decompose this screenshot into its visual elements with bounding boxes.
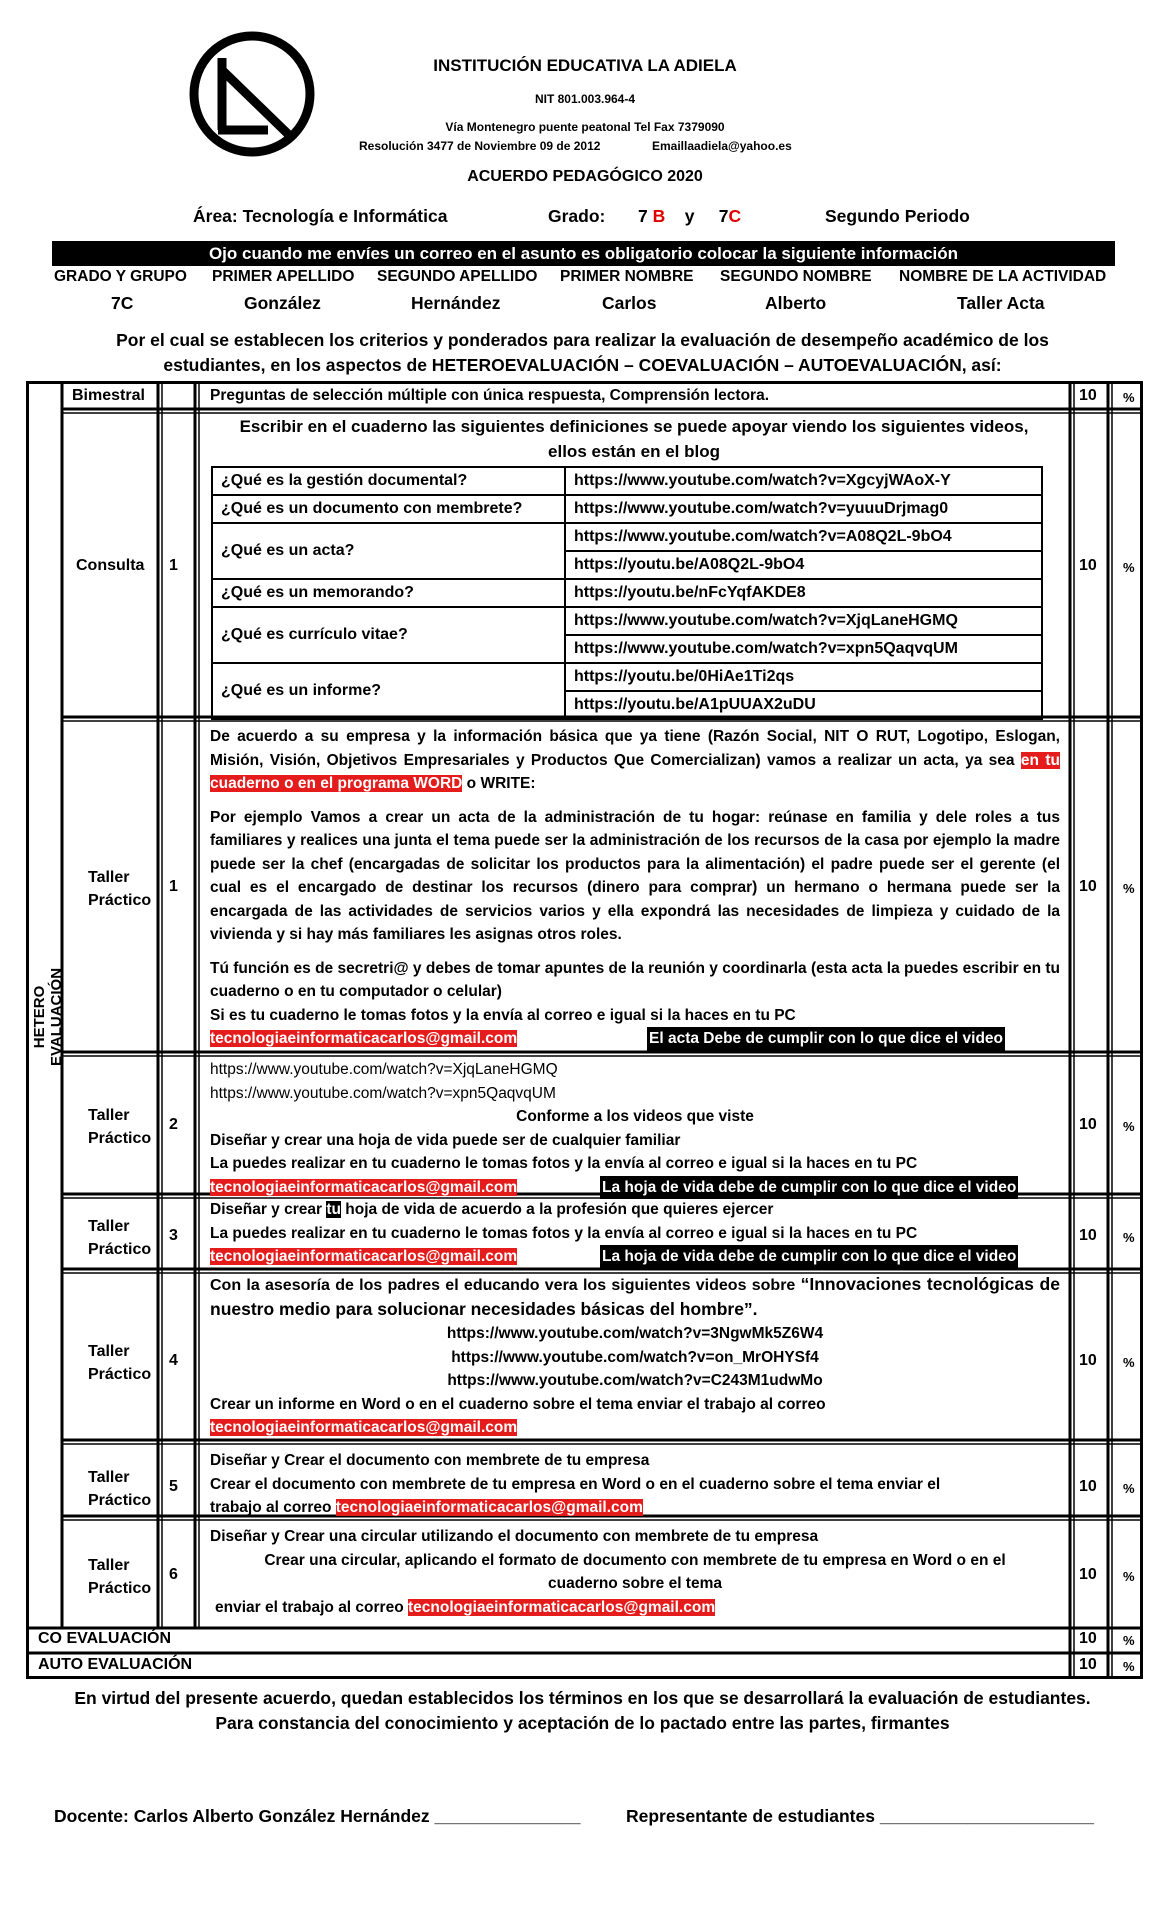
- taller-4-num: 4: [169, 1352, 178, 1369]
- taller-4-line-1: [210, 1273, 1060, 1322]
- taller-3-content: [210, 1198, 1060, 1268]
- info-value-segundo-nombre: Alberto: [765, 293, 827, 313]
- info-value-grado: 7C: [111, 293, 134, 313]
- taller-5-label: [88, 1466, 152, 1512]
- info-header-segundo-apellido: SEGUNDO APELLIDO: [377, 268, 538, 285]
- question-cell: ¿Qué es un documento con membrete?: [212, 495, 565, 523]
- taller-2-center: Conforme a los videos que viste: [516, 1108, 754, 1125]
- taller-6-line-2: Crear una circular, aplicando el formato de documento con membrete de tu empresa en Word o en el: [264, 1551, 1006, 1569]
- taller-2-line-1: Diseñar y crear una hoja de vida puede ser de cualquier familiar: [210, 1131, 681, 1149]
- taller-5-label-line-1: Taller: [88, 1469, 130, 1486]
- question-cell: ¿Qué es currículo vitae?: [212, 607, 565, 663]
- taller-4-link-2[interactable]: https://www.youtube.com/watch?v=on_MrOHYSf4: [451, 1348, 819, 1366]
- closing-line-1: En virtud del presente acuerdo, quedan establecidos los términos en los que se desarrollará la evaluación de estudiantes.: [74, 1688, 1091, 1708]
- taller-6-label-line-1: Taller: [88, 1557, 130, 1574]
- taller-1-para-1-end: o WRITE:: [462, 775, 536, 792]
- taller-1-para-1: [210, 725, 1060, 796]
- taller-1-content: [210, 725, 1060, 1050]
- email-notice-bar: Ojo cuando me envíes un correo en el asunto es obligatorio colocar la siguiente información: [52, 241, 1115, 266]
- info-header-grado: GRADO Y GRUPO: [54, 268, 187, 285]
- taller-4-line-1-text: Con la asesoría de los padres el educando vera los siguientes videos sobre: [210, 1277, 796, 1294]
- taller-1-pct: %: [1123, 881, 1135, 896]
- taller-5-num: 5: [169, 1478, 178, 1495]
- taller-3-label: [88, 1215, 152, 1261]
- taller-3-email[interactable]: tecnologiaeinformaticacarlos@gmail.com: [210, 1248, 518, 1265]
- taller-6-line-3: cuaderno sobre el tema: [547, 1575, 722, 1592]
- taller-4-label-line-1: Taller: [88, 1343, 130, 1360]
- taller-1-score: 10: [1079, 878, 1097, 895]
- info-header-segundo-nombre: SEGUNDO NOMBRE: [720, 268, 872, 285]
- taller-5-email[interactable]: tecnologiaeinformaticacarlos@gmail.com: [335, 1499, 643, 1516]
- taller-6-label: [88, 1554, 152, 1600]
- taller-4-link-1[interactable]: https://www.youtube.com/watch?v=3NgwMk5Z6W4: [446, 1325, 824, 1342]
- grade-1-letter: B: [652, 206, 666, 226]
- taller-2-score: 10: [1079, 1116, 1097, 1133]
- auto-evaluacion-label: AUTO EVALUACIÓN: [38, 1656, 193, 1673]
- taller-6-score: 10: [1079, 1566, 1097, 1583]
- consulta-num: 1: [169, 557, 178, 574]
- taller-3-label-line-1: Taller: [88, 1218, 130, 1235]
- taller-6-pct: %: [1123, 1569, 1135, 1584]
- taller-4-content: [210, 1273, 1060, 1440]
- question-cell: ¿Qué es la gestión documental?: [212, 467, 565, 495]
- question-cell: ¿Qué es un informe?: [212, 663, 565, 719]
- taller-5-pct: %: [1123, 1481, 1135, 1496]
- bimestral-pct: %: [1123, 390, 1135, 405]
- question-cell: ¿Qué es un memorando?: [212, 579, 565, 607]
- taller-3-score: 10: [1079, 1227, 1097, 1244]
- taller-2-link-2[interactable]: https://www.youtube.com/watch?v=xpn5QaqvqUM: [210, 1084, 556, 1102]
- school-email: Emaillaadiela@yahoo.es: [652, 139, 792, 153]
- bimestral-score: 10: [1079, 387, 1097, 404]
- taller-2-pct: %: [1123, 1119, 1135, 1134]
- resolution: Resolución 3477 de Noviembre 09 de 2012: [359, 139, 601, 153]
- nit: NIT 801.003.964-4: [534, 92, 636, 106]
- intro-line-1: Por el cual se establecen los criterios y ponderados para realizar la evaluación de desempeño académico de los: [116, 330, 1049, 350]
- taller-2-num: 2: [169, 1116, 178, 1133]
- taller-4-score: 10: [1079, 1352, 1097, 1369]
- info-header-primer-apellido: PRIMER APELLIDO: [212, 268, 355, 285]
- taller-5-label-line-2: Práctico: [88, 1492, 152, 1509]
- taller-4-link-3[interactable]: https://www.youtube.com/watch?v=C243M1udwMo: [447, 1372, 823, 1389]
- info-value-actividad: Taller Acta: [957, 293, 1045, 313]
- taller-4-pct: %: [1123, 1355, 1135, 1370]
- auto-evaluacion-score: 10: [1079, 1656, 1097, 1673]
- co-evaluacion-label: CO EVALUACIÓN: [38, 1630, 172, 1647]
- taller-4-label: [88, 1340, 152, 1386]
- taller-1-label: [88, 866, 152, 912]
- taller-1-num: 1: [169, 878, 178, 895]
- taller-6-line-4: enviar el trabajo al correo: [215, 1598, 408, 1616]
- info-value-primer-nombre: Carlos: [602, 293, 657, 313]
- video-link[interactable]: https://www.youtube.com/watch?v=yuuuDrjmag0: [565, 495, 1042, 523]
- grade-1-number: 7: [638, 206, 648, 226]
- video-link[interactable]: https://www.youtube.com/watch?v=XjqLaneHGMQ: [565, 607, 1042, 635]
- taller-3-note: La hoja de vida debe de cumplir con lo que dice el video: [600, 1245, 1018, 1269]
- taller-3-label-line-2: Práctico: [88, 1241, 152, 1258]
- grado-label: Grado:: [548, 206, 606, 226]
- taller-2-note: La hoja de vida debe de cumplir con lo que dice el video: [600, 1176, 1018, 1200]
- auto-evaluacion-pct: %: [1123, 1659, 1135, 1674]
- info-value-segundo-apellido: Hernández: [411, 293, 501, 313]
- grade-conjunction: y: [684, 206, 695, 226]
- consulta-label: Consulta: [76, 557, 145, 574]
- video-link[interactable]: https://www.youtube.com/watch?v=A08Q2L-9bO4: [565, 523, 1042, 551]
- taller-6-content: [210, 1525, 1060, 1619]
- video-link[interactable]: https://youtu.be/0HiAe1Ti2qs: [565, 663, 1042, 691]
- area: Área: Tecnología e Informática: [193, 206, 448, 226]
- taller-2-line-2: La puedes realizar en tu cuaderno le tomas fotos y la envía al correo e igual si la haces en tu PC: [210, 1155, 918, 1172]
- taller-6-line-1: Diseñar y Crear una circular utilizando el documento con membrete de tu empresa: [210, 1528, 819, 1545]
- consulta-pct: %: [1123, 560, 1135, 575]
- consulta-intro-2: ellos están en el blog: [548, 442, 720, 461]
- taller-2-label-line-2: Práctico: [88, 1130, 152, 1147]
- taller-6-num: 6: [169, 1566, 178, 1583]
- signature-representante: Representante de estudiantes ______________________: [626, 1806, 1094, 1826]
- hetero-evaluacion-label: HETERO EVALUACIÓN: [31, 967, 65, 1067]
- info-header-actividad: NOMBRE DE LA ACTIVIDAD: [899, 268, 1107, 285]
- video-link[interactable]: https://www.youtube.com/watch?v=XgcyjWAoX-Y: [565, 467, 1042, 495]
- school-logo: [188, 30, 316, 158]
- taller-5-line-2: Crear el documento con membrete de tu empresa en Word o en el cuaderno sobre el tema enviar el: [210, 1475, 941, 1493]
- signature-docente: Docente: Carlos Alberto González Hernández _______________: [54, 1806, 581, 1826]
- taller-1-highlight: en tu cuaderno o en el programa WORD: [210, 751, 1060, 792]
- doc-title: ACUERDO PEDAGÓGICO 2020: [467, 168, 703, 185]
- taller-3-line-1: [210, 1198, 1060, 1222]
- consulta-score: 10: [1079, 557, 1097, 574]
- info-header-primer-nombre: PRIMER NOMBRE: [560, 268, 694, 285]
- taller-5-content: [210, 1449, 1060, 1520]
- bimestral-text: Preguntas de selección múltiple con única respuesta, Comprensión lectora.: [210, 387, 770, 404]
- bimestral-label: Bimestral: [72, 387, 145, 404]
- taller-1-label-line-2: Práctico: [88, 892, 152, 909]
- taller-2-content: [210, 1058, 1060, 1199]
- co-evaluacion-pct: %: [1123, 1633, 1135, 1648]
- taller-5-line-3: trabajo al correo: [210, 1499, 336, 1516]
- taller-2-email[interactable]: tecnologiaeinformaticacarlos@gmail.com: [210, 1178, 518, 1196]
- taller-3-line-1b: hoja de vida de acuerdo a la profesión que quieres ejercer: [340, 1201, 774, 1218]
- taller-6-label-line-2: Práctico: [88, 1580, 152, 1597]
- info-value-primer-apellido: González: [244, 293, 321, 313]
- taller-2-link-1[interactable]: https://www.youtube.com/watch?v=XjqLaneHGMQ: [210, 1061, 558, 1078]
- grade-2-letter: C: [728, 206, 742, 226]
- taller-2-label-line-1: Taller: [88, 1107, 130, 1124]
- video-link[interactable]: https://youtu.be/A08Q2L-9bO4: [565, 551, 1042, 579]
- video-link[interactable]: https://youtu.be/nFcYqfAKDE8: [565, 579, 1042, 607]
- taller-1-note: El acta Debe de cumplir con lo que dice el video: [647, 1027, 1005, 1051]
- taller-1-email[interactable]: tecnologiaeinformaticacarlos@gmail.com: [210, 1030, 518, 1047]
- consulta-intro: Escribir en el cuaderno las siguientes definiciones se puede apoyar viendo los siguientes videos,: [239, 417, 1029, 436]
- address: Vía Montenegro puente peatonal Tel Fax 7379090: [445, 120, 725, 134]
- taller-1-para-2: Por ejemplo Vamos a crear un acta de la administración de tu hogar: reúnase en familia y dele roles a tus familiares y realices una junta el tema puede ser la administración de los recursos de la casa por ejemplo la madre puede ser la chef (encargadas de solicitar los productos para la alimentación) el padre puede ser el gerente (el cual es el encargado de destinar los recursos (dinero para comprar) un hermano o hermana puede ser la encargada de las actividades de servicios varios y ella expondrá las necesidades de limpieza y cuidado de la vivienda y si hay más familiares les asignas otros roles.: [210, 808, 1060, 943]
- video-link[interactable]: https://www.youtube.com/watch?v=xpn5QaqvqUM: [565, 635, 1042, 663]
- taller-1-para-3: Tú función es de secretri@ y debes de tomar apuntes de la reunión y coordinarla (esta acta la puedes escribir en tu cuaderno o en tu computador o celular): [210, 959, 1060, 1000]
- taller-3-num: 3: [169, 1227, 178, 1244]
- taller-3-line-1a: Diseñar y crear: [210, 1201, 327, 1218]
- question-cell: ¿Qué es un acta?: [212, 523, 565, 579]
- taller-2-label: [88, 1104, 152, 1150]
- institution-name: INSTITUCIÓN EDUCATIVA LA ADIELA: [433, 56, 737, 75]
- taller-4-email[interactable]: tecnologiaeinformaticacarlos@gmail.com: [210, 1419, 518, 1436]
- taller-4-line-2: Crear un informe en Word o en el cuaderno sobre el tema enviar el trabajo al correo: [210, 1395, 826, 1413]
- closing-line-2: Para constancia del conocimiento y aceptación de lo pactado entre las partes, firmantes: [215, 1713, 950, 1733]
- grado-values: [638, 206, 741, 227]
- taller-1-label-line-1: Taller: [88, 869, 130, 886]
- grade-2-number: 7: [718, 206, 729, 226]
- co-evaluacion-score: 10: [1079, 1630, 1097, 1647]
- taller-1-para-1-text: De acuerdo a su empresa y la información básica que ya tiene (Razón Social, NIT O RUT, Logotipo, Eslogan, Misión, Visión, Objetivos Empresariales y Productos Que Comercializan) vamos a realizar un acta, ya sea: [210, 728, 1060, 769]
- taller-4-label-line-2: Práctico: [88, 1366, 152, 1383]
- taller-5-score: 10: [1079, 1478, 1097, 1495]
- taller-3-pct: %: [1123, 1230, 1135, 1245]
- taller-3-tu-highlight: tu: [326, 1201, 341, 1218]
- taller-6-email[interactable]: tecnologiaeinformaticacarlos@gmail.com: [407, 1598, 716, 1616]
- consulta-video-table: [211, 466, 1043, 720]
- taller-5-line-1: Diseñar y Crear el documento con membrete de tu empresa: [210, 1452, 650, 1469]
- taller-3-line-2: La puedes realizar en tu cuaderno le tomas fotos y la envía al correo e igual si la haces en tu PC: [210, 1224, 918, 1242]
- taller-4-quote: “Innovaciones tecnológicas de nuestro medio para solucionar necesidades básicas del hombre”.: [210, 1274, 1060, 1319]
- intro-line-2: estudiantes, en los aspectos de HETEROEVALUACIÓN – COEVALUACIÓN – AUTOEVALUACIÓN, así:: [163, 355, 1002, 375]
- periodo: Segundo Periodo: [825, 206, 970, 226]
- video-link[interactable]: https://youtu.be/A1pUUAX2uDU: [565, 691, 1042, 719]
- taller-1-para-4: Si es tu cuaderno le tomas fotos y la envía al correo e igual si la haces en tu PC: [210, 1006, 796, 1024]
